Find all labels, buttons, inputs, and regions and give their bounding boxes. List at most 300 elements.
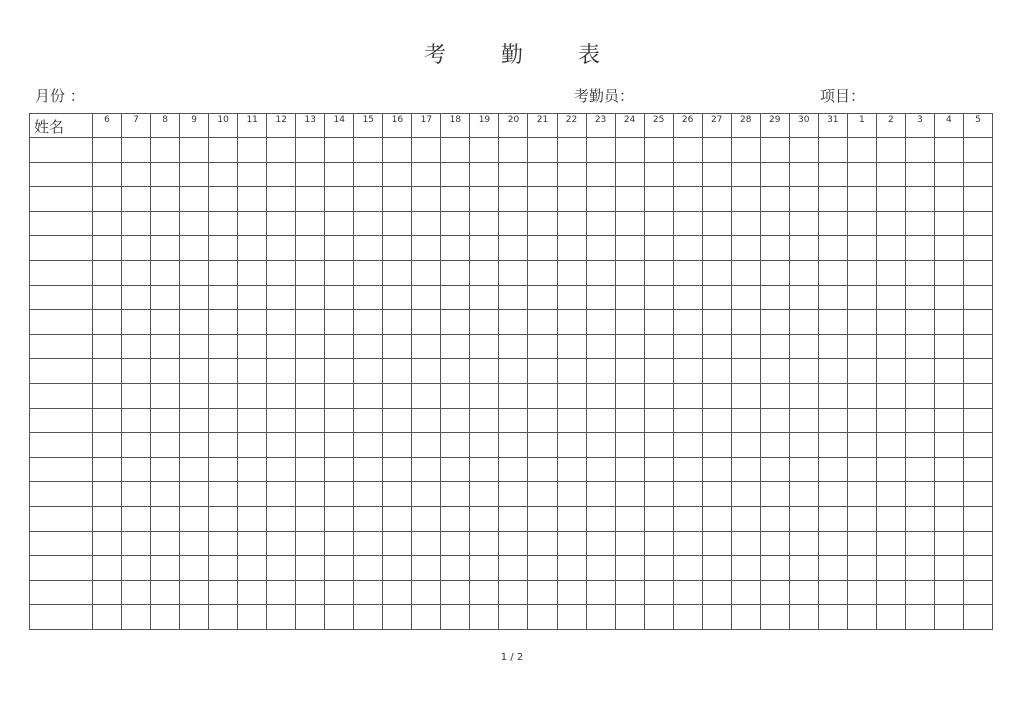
attendance-cell[interactable] bbox=[441, 236, 470, 261]
attendance-cell[interactable] bbox=[760, 260, 789, 285]
attendance-cell[interactable] bbox=[528, 408, 557, 433]
attendance-cell[interactable] bbox=[963, 556, 992, 581]
attendance-cell[interactable] bbox=[818, 310, 847, 335]
attendance-cell[interactable] bbox=[789, 605, 818, 630]
attendance-cell[interactable] bbox=[441, 260, 470, 285]
attendance-cell[interactable] bbox=[963, 506, 992, 531]
attendance-cell[interactable] bbox=[325, 310, 354, 335]
attendance-cell[interactable] bbox=[151, 211, 180, 236]
attendance-cell[interactable] bbox=[934, 162, 963, 187]
attendance-cell[interactable] bbox=[934, 260, 963, 285]
attendance-cell[interactable] bbox=[412, 162, 441, 187]
attendance-cell[interactable] bbox=[325, 138, 354, 163]
attendance-cell[interactable] bbox=[470, 457, 499, 482]
attendance-cell[interactable] bbox=[180, 334, 209, 359]
attendance-cell[interactable] bbox=[383, 408, 412, 433]
name-cell[interactable] bbox=[30, 531, 93, 556]
attendance-cell[interactable] bbox=[296, 359, 325, 384]
attendance-cell[interactable] bbox=[325, 408, 354, 433]
attendance-cell[interactable] bbox=[731, 383, 760, 408]
attendance-cell[interactable] bbox=[267, 580, 296, 605]
attendance-cell[interactable] bbox=[209, 334, 238, 359]
attendance-cell[interactable] bbox=[934, 359, 963, 384]
attendance-cell[interactable] bbox=[325, 211, 354, 236]
attendance-cell[interactable] bbox=[354, 334, 383, 359]
attendance-cell[interactable] bbox=[180, 260, 209, 285]
name-cell[interactable] bbox=[30, 334, 93, 359]
attendance-cell[interactable] bbox=[673, 605, 702, 630]
attendance-cell[interactable] bbox=[383, 482, 412, 507]
attendance-cell[interactable] bbox=[905, 580, 934, 605]
attendance-cell[interactable] bbox=[644, 285, 673, 310]
attendance-cell[interactable] bbox=[963, 482, 992, 507]
attendance-cell[interactable] bbox=[238, 383, 267, 408]
attendance-cell[interactable] bbox=[615, 506, 644, 531]
attendance-cell[interactable] bbox=[412, 433, 441, 458]
attendance-cell[interactable] bbox=[847, 162, 876, 187]
attendance-cell[interactable] bbox=[93, 260, 122, 285]
attendance-cell[interactable] bbox=[412, 605, 441, 630]
attendance-cell[interactable] bbox=[615, 211, 644, 236]
attendance-cell[interactable] bbox=[180, 556, 209, 581]
attendance-cell[interactable] bbox=[470, 605, 499, 630]
attendance-cell[interactable] bbox=[499, 556, 528, 581]
attendance-cell[interactable] bbox=[151, 580, 180, 605]
attendance-cell[interactable] bbox=[383, 334, 412, 359]
attendance-cell[interactable] bbox=[586, 531, 615, 556]
attendance-cell[interactable] bbox=[702, 310, 731, 335]
attendance-cell[interactable] bbox=[238, 260, 267, 285]
name-cell[interactable] bbox=[30, 236, 93, 261]
attendance-cell[interactable] bbox=[122, 605, 151, 630]
attendance-cell[interactable] bbox=[644, 138, 673, 163]
attendance-cell[interactable] bbox=[644, 162, 673, 187]
attendance-cell[interactable] bbox=[876, 580, 905, 605]
attendance-cell[interactable] bbox=[180, 187, 209, 212]
attendance-cell[interactable] bbox=[441, 187, 470, 212]
attendance-cell[interactable] bbox=[673, 310, 702, 335]
attendance-cell[interactable] bbox=[441, 310, 470, 335]
attendance-cell[interactable] bbox=[644, 457, 673, 482]
attendance-cell[interactable] bbox=[180, 285, 209, 310]
attendance-cell[interactable] bbox=[180, 310, 209, 335]
attendance-cell[interactable] bbox=[93, 531, 122, 556]
attendance-cell[interactable] bbox=[557, 457, 586, 482]
attendance-cell[interactable] bbox=[296, 506, 325, 531]
attendance-cell[interactable] bbox=[731, 211, 760, 236]
name-cell[interactable] bbox=[30, 285, 93, 310]
attendance-cell[interactable] bbox=[325, 506, 354, 531]
attendance-cell[interactable] bbox=[354, 383, 383, 408]
attendance-cell[interactable] bbox=[412, 310, 441, 335]
attendance-cell[interactable] bbox=[731, 482, 760, 507]
attendance-cell[interactable] bbox=[557, 605, 586, 630]
attendance-cell[interactable] bbox=[876, 162, 905, 187]
attendance-cell[interactable] bbox=[180, 211, 209, 236]
attendance-cell[interactable] bbox=[412, 556, 441, 581]
attendance-cell[interactable] bbox=[702, 531, 731, 556]
attendance-cell[interactable] bbox=[847, 187, 876, 212]
attendance-cell[interactable] bbox=[963, 138, 992, 163]
attendance-cell[interactable] bbox=[673, 383, 702, 408]
attendance-cell[interactable] bbox=[760, 162, 789, 187]
attendance-cell[interactable] bbox=[470, 580, 499, 605]
attendance-cell[interactable] bbox=[615, 334, 644, 359]
attendance-cell[interactable] bbox=[93, 236, 122, 261]
attendance-cell[interactable] bbox=[934, 211, 963, 236]
attendance-cell[interactable] bbox=[296, 457, 325, 482]
attendance-cell[interactable] bbox=[93, 605, 122, 630]
attendance-cell[interactable] bbox=[905, 605, 934, 630]
attendance-cell[interactable] bbox=[934, 310, 963, 335]
attendance-cell[interactable] bbox=[586, 433, 615, 458]
attendance-cell[interactable] bbox=[731, 580, 760, 605]
attendance-cell[interactable] bbox=[499, 605, 528, 630]
attendance-cell[interactable] bbox=[93, 211, 122, 236]
name-cell[interactable] bbox=[30, 605, 93, 630]
attendance-cell[interactable] bbox=[354, 605, 383, 630]
attendance-cell[interactable] bbox=[557, 285, 586, 310]
attendance-cell[interactable] bbox=[847, 605, 876, 630]
attendance-cell[interactable] bbox=[644, 482, 673, 507]
attendance-cell[interactable] bbox=[209, 162, 238, 187]
attendance-cell[interactable] bbox=[296, 236, 325, 261]
attendance-cell[interactable] bbox=[847, 531, 876, 556]
attendance-cell[interactable] bbox=[818, 531, 847, 556]
attendance-cell[interactable] bbox=[644, 605, 673, 630]
attendance-cell[interactable] bbox=[673, 556, 702, 581]
name-cell[interactable] bbox=[30, 506, 93, 531]
attendance-cell[interactable] bbox=[499, 138, 528, 163]
attendance-cell[interactable] bbox=[151, 334, 180, 359]
attendance-cell[interactable] bbox=[760, 383, 789, 408]
attendance-cell[interactable] bbox=[818, 359, 847, 384]
attendance-cell[interactable] bbox=[586, 359, 615, 384]
attendance-cell[interactable] bbox=[296, 285, 325, 310]
attendance-cell[interactable] bbox=[470, 285, 499, 310]
attendance-cell[interactable] bbox=[441, 580, 470, 605]
attendance-cell[interactable] bbox=[180, 408, 209, 433]
attendance-cell[interactable] bbox=[963, 310, 992, 335]
attendance-cell[interactable] bbox=[151, 383, 180, 408]
attendance-cell[interactable] bbox=[122, 457, 151, 482]
attendance-cell[interactable] bbox=[238, 334, 267, 359]
attendance-cell[interactable] bbox=[296, 187, 325, 212]
attendance-cell[interactable] bbox=[644, 506, 673, 531]
attendance-cell[interactable] bbox=[702, 187, 731, 212]
attendance-cell[interactable] bbox=[209, 408, 238, 433]
attendance-cell[interactable] bbox=[905, 457, 934, 482]
attendance-cell[interactable] bbox=[876, 187, 905, 212]
attendance-cell[interactable] bbox=[267, 187, 296, 212]
attendance-cell[interactable] bbox=[702, 408, 731, 433]
attendance-cell[interactable] bbox=[499, 580, 528, 605]
attendance-cell[interactable] bbox=[934, 236, 963, 261]
attendance-cell[interactable] bbox=[557, 531, 586, 556]
attendance-cell[interactable] bbox=[905, 359, 934, 384]
attendance-cell[interactable] bbox=[760, 482, 789, 507]
attendance-cell[interactable] bbox=[267, 531, 296, 556]
attendance-cell[interactable] bbox=[441, 408, 470, 433]
attendance-cell[interactable] bbox=[673, 482, 702, 507]
attendance-cell[interactable] bbox=[760, 187, 789, 212]
attendance-cell[interactable] bbox=[615, 605, 644, 630]
attendance-cell[interactable] bbox=[122, 162, 151, 187]
attendance-cell[interactable] bbox=[383, 359, 412, 384]
attendance-cell[interactable] bbox=[557, 334, 586, 359]
attendance-cell[interactable] bbox=[151, 482, 180, 507]
attendance-cell[interactable] bbox=[789, 187, 818, 212]
attendance-cell[interactable] bbox=[818, 138, 847, 163]
attendance-cell[interactable] bbox=[499, 482, 528, 507]
attendance-cell[interactable] bbox=[876, 334, 905, 359]
attendance-cell[interactable] bbox=[267, 605, 296, 630]
attendance-cell[interactable] bbox=[238, 506, 267, 531]
attendance-cell[interactable] bbox=[876, 383, 905, 408]
attendance-cell[interactable] bbox=[934, 334, 963, 359]
attendance-cell[interactable] bbox=[731, 605, 760, 630]
attendance-cell[interactable] bbox=[209, 605, 238, 630]
attendance-cell[interactable] bbox=[180, 433, 209, 458]
attendance-cell[interactable] bbox=[325, 556, 354, 581]
attendance-cell[interactable] bbox=[151, 285, 180, 310]
attendance-cell[interactable] bbox=[296, 334, 325, 359]
attendance-cell[interactable] bbox=[760, 556, 789, 581]
attendance-cell[interactable] bbox=[731, 187, 760, 212]
attendance-cell[interactable] bbox=[412, 506, 441, 531]
attendance-cell[interactable] bbox=[267, 236, 296, 261]
attendance-cell[interactable] bbox=[905, 482, 934, 507]
attendance-cell[interactable] bbox=[673, 531, 702, 556]
attendance-cell[interactable] bbox=[644, 334, 673, 359]
attendance-cell[interactable] bbox=[702, 138, 731, 163]
attendance-cell[interactable] bbox=[296, 162, 325, 187]
attendance-cell[interactable] bbox=[354, 187, 383, 212]
attendance-cell[interactable] bbox=[731, 162, 760, 187]
attendance-cell[interactable] bbox=[615, 408, 644, 433]
attendance-cell[interactable] bbox=[615, 482, 644, 507]
attendance-cell[interactable] bbox=[354, 359, 383, 384]
attendance-cell[interactable] bbox=[789, 138, 818, 163]
attendance-cell[interactable] bbox=[93, 138, 122, 163]
attendance-cell[interactable] bbox=[586, 334, 615, 359]
attendance-cell[interactable] bbox=[702, 457, 731, 482]
attendance-cell[interactable] bbox=[702, 580, 731, 605]
attendance-cell[interactable] bbox=[267, 482, 296, 507]
attendance-cell[interactable] bbox=[383, 260, 412, 285]
attendance-cell[interactable] bbox=[412, 211, 441, 236]
attendance-cell[interactable] bbox=[267, 138, 296, 163]
attendance-cell[interactable] bbox=[122, 359, 151, 384]
attendance-cell[interactable] bbox=[789, 310, 818, 335]
attendance-cell[interactable] bbox=[557, 211, 586, 236]
attendance-cell[interactable] bbox=[615, 260, 644, 285]
attendance-cell[interactable] bbox=[731, 138, 760, 163]
attendance-cell[interactable] bbox=[789, 506, 818, 531]
attendance-cell[interactable] bbox=[557, 260, 586, 285]
attendance-cell[interactable] bbox=[673, 211, 702, 236]
attendance-cell[interactable] bbox=[325, 236, 354, 261]
name-cell[interactable] bbox=[30, 310, 93, 335]
attendance-cell[interactable] bbox=[905, 556, 934, 581]
attendance-cell[interactable] bbox=[586, 138, 615, 163]
attendance-cell[interactable] bbox=[180, 605, 209, 630]
attendance-cell[interactable] bbox=[876, 531, 905, 556]
attendance-cell[interactable] bbox=[818, 433, 847, 458]
attendance-cell[interactable] bbox=[180, 531, 209, 556]
attendance-cell[interactable] bbox=[238, 285, 267, 310]
attendance-cell[interactable] bbox=[557, 433, 586, 458]
attendance-cell[interactable] bbox=[267, 433, 296, 458]
attendance-cell[interactable] bbox=[876, 605, 905, 630]
attendance-cell[interactable] bbox=[847, 359, 876, 384]
name-cell[interactable] bbox=[30, 383, 93, 408]
attendance-cell[interactable] bbox=[934, 138, 963, 163]
name-cell[interactable] bbox=[30, 482, 93, 507]
attendance-cell[interactable] bbox=[789, 236, 818, 261]
attendance-cell[interactable] bbox=[905, 211, 934, 236]
attendance-cell[interactable] bbox=[180, 457, 209, 482]
attendance-cell[interactable] bbox=[122, 138, 151, 163]
attendance-cell[interactable] bbox=[325, 580, 354, 605]
name-cell[interactable] bbox=[30, 433, 93, 458]
attendance-cell[interactable] bbox=[528, 433, 557, 458]
attendance-cell[interactable] bbox=[470, 211, 499, 236]
attendance-cell[interactable] bbox=[528, 506, 557, 531]
attendance-cell[interactable] bbox=[93, 556, 122, 581]
attendance-cell[interactable] bbox=[441, 457, 470, 482]
attendance-cell[interactable] bbox=[412, 236, 441, 261]
attendance-cell[interactable] bbox=[905, 162, 934, 187]
attendance-cell[interactable] bbox=[499, 506, 528, 531]
attendance-cell[interactable] bbox=[267, 359, 296, 384]
attendance-cell[interactable] bbox=[122, 211, 151, 236]
attendance-cell[interactable] bbox=[499, 531, 528, 556]
attendance-cell[interactable] bbox=[325, 383, 354, 408]
attendance-cell[interactable] bbox=[151, 359, 180, 384]
attendance-cell[interactable] bbox=[644, 260, 673, 285]
attendance-cell[interactable] bbox=[267, 383, 296, 408]
attendance-cell[interactable] bbox=[151, 433, 180, 458]
attendance-cell[interactable] bbox=[180, 236, 209, 261]
attendance-cell[interactable] bbox=[354, 260, 383, 285]
attendance-cell[interactable] bbox=[325, 187, 354, 212]
attendance-cell[interactable] bbox=[93, 383, 122, 408]
attendance-cell[interactable] bbox=[615, 457, 644, 482]
attendance-cell[interactable] bbox=[209, 506, 238, 531]
attendance-cell[interactable] bbox=[557, 138, 586, 163]
attendance-cell[interactable] bbox=[441, 334, 470, 359]
attendance-cell[interactable] bbox=[847, 482, 876, 507]
attendance-cell[interactable] bbox=[586, 260, 615, 285]
attendance-cell[interactable] bbox=[412, 580, 441, 605]
attendance-cell[interactable] bbox=[818, 383, 847, 408]
attendance-cell[interactable] bbox=[789, 457, 818, 482]
attendance-cell[interactable] bbox=[789, 531, 818, 556]
attendance-cell[interactable] bbox=[470, 138, 499, 163]
attendance-cell[interactable] bbox=[963, 531, 992, 556]
attendance-cell[interactable] bbox=[818, 162, 847, 187]
attendance-cell[interactable] bbox=[412, 187, 441, 212]
attendance-cell[interactable] bbox=[441, 138, 470, 163]
attendance-cell[interactable] bbox=[615, 162, 644, 187]
attendance-cell[interactable] bbox=[383, 383, 412, 408]
attendance-cell[interactable] bbox=[151, 310, 180, 335]
attendance-cell[interactable] bbox=[354, 556, 383, 581]
attendance-cell[interactable] bbox=[412, 482, 441, 507]
attendance-cell[interactable] bbox=[557, 359, 586, 384]
attendance-cell[interactable] bbox=[209, 433, 238, 458]
attendance-cell[interactable] bbox=[528, 531, 557, 556]
attendance-cell[interactable] bbox=[702, 236, 731, 261]
attendance-cell[interactable] bbox=[702, 162, 731, 187]
attendance-cell[interactable] bbox=[731, 260, 760, 285]
attendance-cell[interactable] bbox=[876, 556, 905, 581]
attendance-cell[interactable] bbox=[905, 236, 934, 261]
name-cell[interactable] bbox=[30, 260, 93, 285]
attendance-cell[interactable] bbox=[499, 359, 528, 384]
attendance-cell[interactable] bbox=[180, 482, 209, 507]
attendance-cell[interactable] bbox=[760, 310, 789, 335]
attendance-cell[interactable] bbox=[441, 285, 470, 310]
name-cell[interactable] bbox=[30, 408, 93, 433]
attendance-cell[interactable] bbox=[876, 260, 905, 285]
attendance-cell[interactable] bbox=[296, 408, 325, 433]
attendance-cell[interactable] bbox=[760, 580, 789, 605]
attendance-cell[interactable] bbox=[731, 457, 760, 482]
attendance-cell[interactable] bbox=[354, 580, 383, 605]
attendance-cell[interactable] bbox=[209, 359, 238, 384]
attendance-cell[interactable] bbox=[905, 285, 934, 310]
attendance-cell[interactable] bbox=[731, 408, 760, 433]
attendance-cell[interactable] bbox=[847, 260, 876, 285]
attendance-cell[interactable] bbox=[905, 433, 934, 458]
attendance-cell[interactable] bbox=[383, 556, 412, 581]
attendance-cell[interactable] bbox=[93, 408, 122, 433]
attendance-cell[interactable] bbox=[876, 433, 905, 458]
attendance-cell[interactable] bbox=[673, 187, 702, 212]
attendance-cell[interactable] bbox=[673, 260, 702, 285]
attendance-cell[interactable] bbox=[702, 506, 731, 531]
attendance-cell[interactable] bbox=[586, 383, 615, 408]
attendance-cell[interactable] bbox=[876, 285, 905, 310]
attendance-cell[interactable] bbox=[818, 506, 847, 531]
name-cell[interactable] bbox=[30, 556, 93, 581]
attendance-cell[interactable] bbox=[644, 556, 673, 581]
attendance-cell[interactable] bbox=[296, 433, 325, 458]
attendance-cell[interactable] bbox=[93, 433, 122, 458]
attendance-cell[interactable] bbox=[528, 236, 557, 261]
attendance-cell[interactable] bbox=[238, 138, 267, 163]
attendance-cell[interactable] bbox=[93, 506, 122, 531]
attendance-cell[interactable] bbox=[905, 383, 934, 408]
attendance-cell[interactable] bbox=[789, 433, 818, 458]
attendance-cell[interactable] bbox=[818, 260, 847, 285]
attendance-cell[interactable] bbox=[93, 310, 122, 335]
attendance-cell[interactable] bbox=[383, 236, 412, 261]
attendance-cell[interactable] bbox=[122, 556, 151, 581]
attendance-cell[interactable] bbox=[470, 531, 499, 556]
attendance-cell[interactable] bbox=[296, 260, 325, 285]
attendance-cell[interactable] bbox=[586, 211, 615, 236]
attendance-cell[interactable] bbox=[296, 383, 325, 408]
attendance-cell[interactable] bbox=[789, 556, 818, 581]
attendance-cell[interactable] bbox=[615, 310, 644, 335]
attendance-cell[interactable] bbox=[267, 162, 296, 187]
attendance-cell[interactable] bbox=[180, 580, 209, 605]
attendance-cell[interactable] bbox=[93, 359, 122, 384]
attendance-cell[interactable] bbox=[267, 260, 296, 285]
